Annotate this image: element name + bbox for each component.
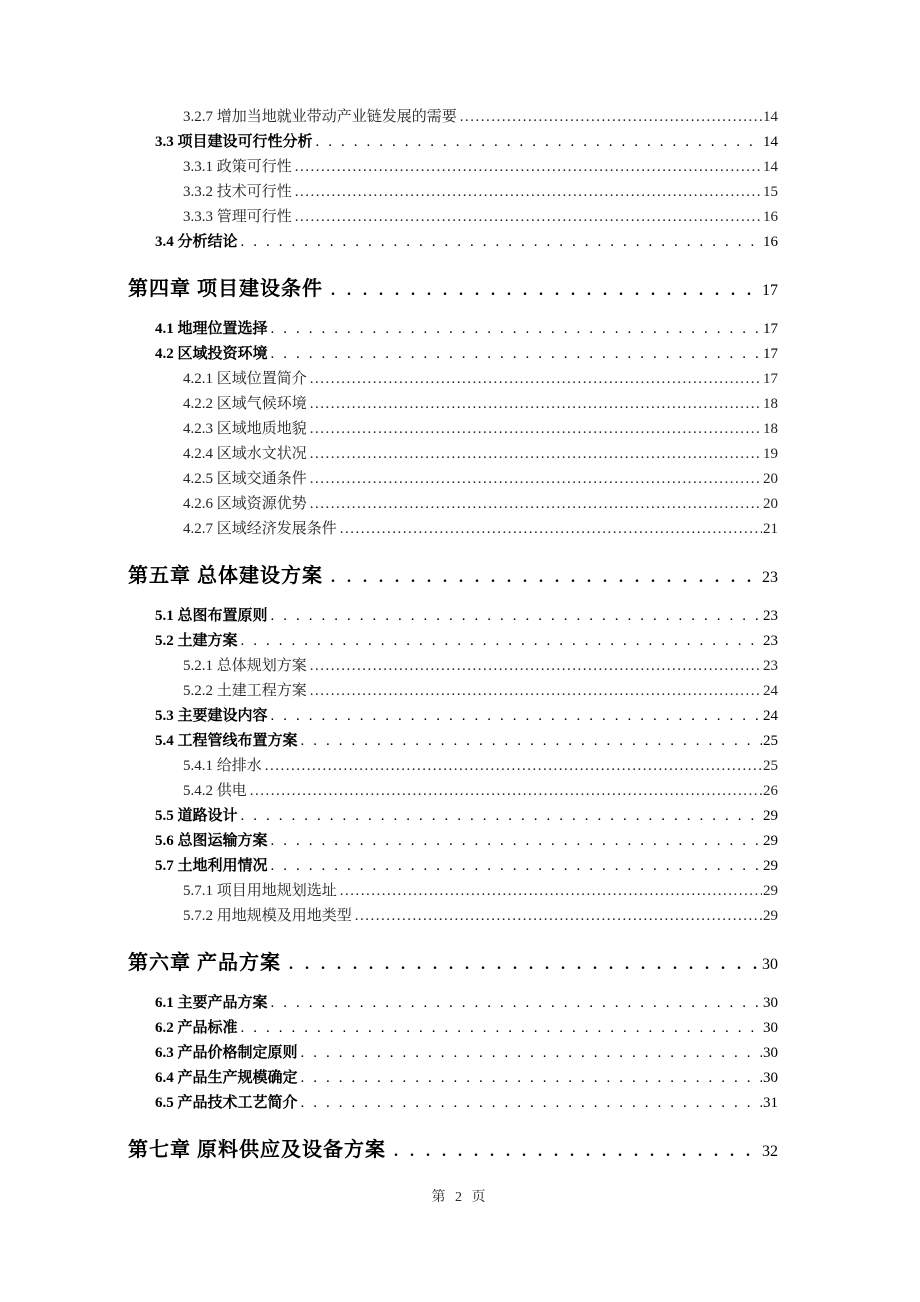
toc-entry-page: 21 xyxy=(763,521,778,537)
toc-subsection-row[interactable] xyxy=(128,467,778,492)
toc-section-row[interactable] xyxy=(128,342,778,367)
toc-entry-page: 23 xyxy=(763,633,778,649)
toc-entry-page: 14 xyxy=(763,109,778,125)
toc-entry-label: 5.1 总图布置原则 xyxy=(155,608,268,624)
dot-leader xyxy=(340,879,762,904)
toc-entry-page: 24 xyxy=(763,708,778,724)
dot-leader xyxy=(310,654,762,679)
toc-entry-page: 29 xyxy=(763,858,778,874)
toc-entry-page: 16 xyxy=(763,234,778,250)
toc-entry-page: 16 xyxy=(763,209,778,225)
toc-entry-label: 4.1 地理位置选择 xyxy=(155,321,268,337)
toc-entry-page: 18 xyxy=(763,421,778,437)
dot-leader xyxy=(355,904,762,929)
toc-subsection-row[interactable] xyxy=(128,654,778,679)
toc-section-row[interactable] xyxy=(128,829,778,854)
dot-leader xyxy=(310,467,762,492)
toc-entry-label: 3.2.7 增加当地就业带动产业链发展的需要 xyxy=(183,109,457,125)
toc-entry-label: 5.4.1 给排水 xyxy=(183,758,262,774)
dot-leader xyxy=(316,130,762,155)
toc-entry-page: 17 xyxy=(763,371,778,387)
toc-entry-label: 5.3 主要建设内容 xyxy=(155,708,268,724)
toc-subsection-row[interactable] xyxy=(128,879,778,904)
toc-subsection-row[interactable] xyxy=(128,205,778,230)
toc-section-row[interactable] xyxy=(128,130,778,155)
dot-leader xyxy=(271,604,762,629)
toc-entry-label: 6.2 产品标准 xyxy=(155,1020,238,1036)
toc-entry-page: 30 xyxy=(762,956,778,973)
toc-entry-label: 6.3 产品价格制定原则 xyxy=(155,1045,298,1061)
dot-leader xyxy=(331,271,760,309)
toc-entry-label: 4.2.6 区域资源优势 xyxy=(183,496,307,512)
toc-subsection-row[interactable] xyxy=(128,417,778,442)
dot-leader xyxy=(271,342,762,367)
toc-entry-label: 5.6 总图运输方案 xyxy=(155,833,268,849)
toc-subsection-row[interactable] xyxy=(128,442,778,467)
dot-leader xyxy=(310,392,762,417)
toc-entry-page: 32 xyxy=(762,1143,778,1160)
dot-leader xyxy=(271,991,762,1016)
toc-entry-label: 3.4 分析结论 xyxy=(155,234,238,250)
toc-entry-page: 23 xyxy=(763,658,778,674)
toc-subsection-row[interactable] xyxy=(128,492,778,517)
toc-subsection-row[interactable] xyxy=(128,105,778,130)
toc-chapter-row[interactable] xyxy=(128,945,778,983)
toc-entry-page: 17 xyxy=(763,346,778,362)
toc-entry-label: 6.4 产品生产规模确定 xyxy=(155,1070,298,1086)
dot-leader xyxy=(331,558,760,596)
toc-entry-page: 29 xyxy=(763,808,778,824)
toc-entry-label: 6.1 主要产品方案 xyxy=(155,995,268,1011)
toc-entry-page: 30 xyxy=(763,1070,778,1086)
toc-section-row[interactable] xyxy=(128,991,778,1016)
toc-entry-page: 20 xyxy=(763,471,778,487)
toc-chapter-row[interactable] xyxy=(128,558,778,596)
dot-leader xyxy=(460,105,762,130)
toc-entry-label: 4.2.4 区域水文状况 xyxy=(183,446,307,462)
dot-leader xyxy=(271,704,762,729)
dot-leader xyxy=(271,317,762,342)
dot-leader xyxy=(295,180,762,205)
toc-entry-label: 5.4.2 供电 xyxy=(183,783,247,799)
toc-entry-label: 4.2.7 区域经济发展条件 xyxy=(183,521,337,537)
toc-entry-label: 4.2.1 区域位置简介 xyxy=(183,371,307,387)
toc-entry-page: 18 xyxy=(763,396,778,412)
toc-entry-label: 第六章 产品方案 xyxy=(128,952,281,974)
dot-leader xyxy=(310,679,762,704)
toc-subsection-row[interactable] xyxy=(128,392,778,417)
toc-section-row[interactable] xyxy=(128,1041,778,1066)
dot-leader xyxy=(310,442,762,467)
dot-leader xyxy=(340,517,762,542)
dot-leader xyxy=(310,367,762,392)
toc-entry-label: 5.2.2 土建工程方案 xyxy=(183,683,307,699)
toc-entry-page: 29 xyxy=(763,883,778,899)
toc-subsection-row[interactable] xyxy=(128,180,778,205)
toc-section-row[interactable] xyxy=(128,804,778,829)
toc-entry-label: 3.3.1 政策可行性 xyxy=(183,159,292,175)
toc-entry-page: 23 xyxy=(763,608,778,624)
toc-entry-label: 3.3 项目建设可行性分析 xyxy=(155,134,313,150)
toc-chapter-row[interactable] xyxy=(128,271,778,309)
toc-section-row[interactable] xyxy=(128,854,778,879)
toc-section-row[interactable] xyxy=(128,604,778,629)
table-of-contents xyxy=(128,105,778,1170)
dot-leader xyxy=(301,729,762,754)
dot-leader xyxy=(301,1091,762,1116)
toc-entry-page: 30 xyxy=(763,1045,778,1061)
toc-entry-label: 第七章 原料供应及设备方案 xyxy=(128,1139,386,1161)
toc-entry-page: 25 xyxy=(763,733,778,749)
dot-leader xyxy=(295,155,762,180)
toc-section-row[interactable] xyxy=(128,1066,778,1091)
toc-entry-label: 第四章 项目建设条件 xyxy=(128,278,323,300)
dot-leader xyxy=(271,854,762,879)
toc-subsection-row[interactable] xyxy=(128,904,778,929)
toc-entry-label: 5.2 土建方案 xyxy=(155,633,238,649)
toc-subsection-row[interactable] xyxy=(128,679,778,704)
toc-section-row[interactable] xyxy=(128,704,778,729)
toc-entry-page: 23 xyxy=(762,569,778,586)
toc-entry-label: 4.2 区域投资环境 xyxy=(155,346,268,362)
toc-subsection-row[interactable] xyxy=(128,754,778,779)
toc-entry-label: 5.7.1 项目用地规划选址 xyxy=(183,883,337,899)
page-number-label: 第 2 页 xyxy=(431,1190,489,1205)
dot-leader xyxy=(271,829,762,854)
toc-entry-page: 29 xyxy=(763,908,778,924)
dot-leader xyxy=(250,779,762,804)
toc-entry-label: 5.7 土地利用情况 xyxy=(155,858,268,874)
toc-entry-page: 17 xyxy=(763,321,778,337)
toc-entry-label: 3.3.2 技术可行性 xyxy=(183,184,292,200)
toc-entry-label: 5.5 道路设计 xyxy=(155,808,238,824)
toc-entry-page: 29 xyxy=(763,833,778,849)
toc-chapter-row[interactable] xyxy=(128,1132,778,1170)
toc-entry-page: 30 xyxy=(763,1020,778,1036)
toc-entry-page: 14 xyxy=(763,134,778,150)
dot-leader xyxy=(241,629,762,654)
toc-entry-page: 30 xyxy=(763,995,778,1011)
dot-leader xyxy=(301,1066,762,1091)
toc-section-row[interactable] xyxy=(128,317,778,342)
toc-entry-label: 4.2.3 区域地质地貌 xyxy=(183,421,307,437)
toc-section-row[interactable] xyxy=(128,1016,778,1041)
dot-leader xyxy=(289,945,760,983)
toc-entry-page: 17 xyxy=(762,282,778,299)
toc-subsection-row[interactable] xyxy=(128,155,778,180)
dot-leader xyxy=(241,1016,762,1041)
toc-section-row[interactable] xyxy=(128,230,778,255)
toc-entry-page: 15 xyxy=(763,184,778,200)
toc-entry-page: 19 xyxy=(763,446,778,462)
toc-entry-page: 24 xyxy=(763,683,778,699)
toc-entry-label: 3.3.3 管理可行性 xyxy=(183,209,292,225)
toc-section-row[interactable] xyxy=(128,629,778,654)
toc-entry-label: 第五章 总体建设方案 xyxy=(128,565,323,587)
toc-subsection-row[interactable] xyxy=(128,779,778,804)
toc-entry-page: 20 xyxy=(763,496,778,512)
dot-leader xyxy=(310,492,762,517)
toc-entry-page: 14 xyxy=(763,159,778,175)
toc-entry-page: 25 xyxy=(763,758,778,774)
toc-section-row[interactable] xyxy=(128,729,778,754)
toc-entry-label: 5.2.1 总体规划方案 xyxy=(183,658,307,674)
page-footer xyxy=(0,1186,920,1206)
toc-entry-page: 26 xyxy=(763,783,778,799)
toc-entry-label: 5.4 工程管线布置方案 xyxy=(155,733,298,749)
toc-entry-page: 31 xyxy=(763,1095,778,1111)
dot-leader xyxy=(394,1132,760,1170)
dot-leader xyxy=(241,230,762,255)
dot-leader xyxy=(265,754,762,779)
dot-leader xyxy=(241,804,762,829)
toc-entry-label: 4.2.5 区域交通条件 xyxy=(183,471,307,487)
toc-subsection-row[interactable] xyxy=(128,517,778,542)
toc-entry-label: 6.5 产品技术工艺简介 xyxy=(155,1095,298,1111)
toc-entry-label: 4.2.2 区域气候环境 xyxy=(183,396,307,412)
dot-leader xyxy=(310,417,762,442)
toc-section-row[interactable] xyxy=(128,1091,778,1116)
dot-leader xyxy=(295,205,762,230)
toc-entry-label: 5.7.2 用地规模及用地类型 xyxy=(183,908,352,924)
toc-subsection-row[interactable] xyxy=(128,367,778,392)
dot-leader xyxy=(301,1041,762,1066)
